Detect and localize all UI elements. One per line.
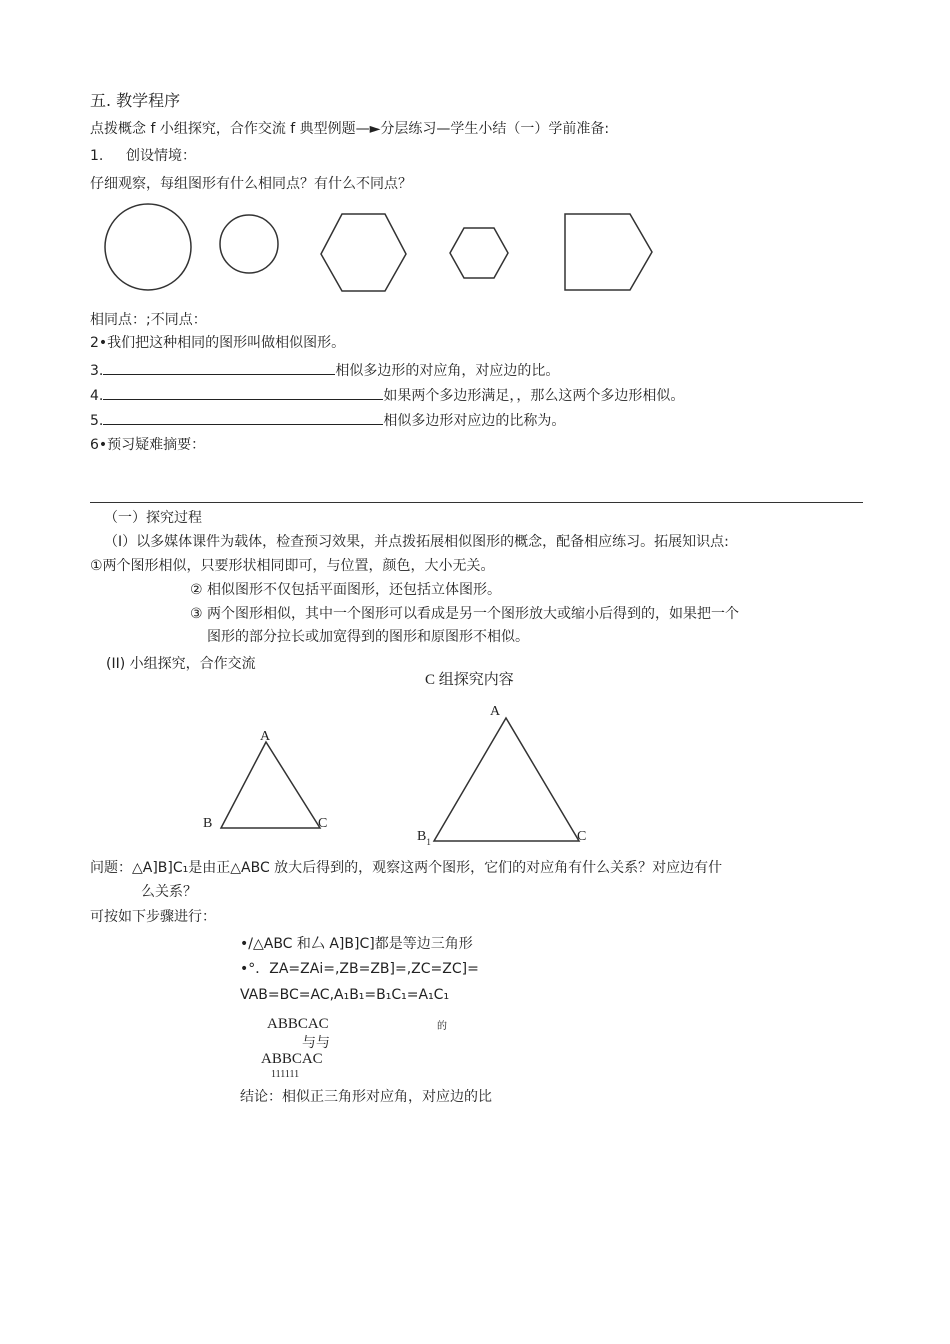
step-2: •°．ZA=ZAi=,ZB=ZB]=,ZC=ZC]= bbox=[240, 961, 479, 977]
line4 bbox=[90, 385, 684, 405]
large-triangle-label-b bbox=[417, 828, 431, 846]
knowledge-point-3a: ③ 两个图形相似，其中一个图形可以看成是另一个图形放大或缩小后得到的，如果把一个 bbox=[190, 606, 739, 622]
problem-line-2: 么关系？ bbox=[141, 884, 197, 900]
large-triangle bbox=[434, 718, 579, 841]
knowledge-point-1: ①两个图形相似，只要形状相同即可，与位置，颜色，大小无关。 bbox=[90, 558, 495, 574]
line4-blank bbox=[103, 385, 383, 400]
flow-text: 点拨概念 f 小组探究，合作交流 f 典型例题—►分层练习—学生小结（一）学前准备: bbox=[90, 121, 610, 137]
small-hexagon bbox=[450, 228, 508, 278]
line5-number: 5. bbox=[90, 413, 104, 429]
ratio-right-text: 的 bbox=[437, 1021, 447, 1032]
explore-paragraph-2: (II) 小组探究，合作交流 bbox=[106, 656, 256, 672]
section-title: 五. 教学程序 bbox=[90, 91, 181, 110]
knowledge-point-2: ② 相似图形不仅包括平面图形，还包括立体图形。 bbox=[190, 582, 501, 598]
step-1: •/△ABC 和厶 A]B]C]都是等边三角形 bbox=[240, 936, 473, 952]
explore-heading: （一）探究过程 bbox=[104, 510, 202, 526]
line4-text: 如果两个多边形满足，，那么这两个多边形相似。 bbox=[383, 388, 685, 404]
observe-question: 仔细观察，每组图形有什么相同点？有什么不同点？ bbox=[90, 176, 412, 192]
large-triangle-label-a: A bbox=[490, 704, 501, 719]
group-title: C 组探究内容 bbox=[425, 672, 514, 688]
large-hexagon bbox=[321, 214, 406, 291]
problem-line-1: 问题：△A]B]C₁是由正△ABC 放大后得到的，观察这两个图形，它们的对应角有什么关系？对应边有什 bbox=[90, 860, 723, 876]
line3-text: 相似多边形的对应角，对应边的比。 bbox=[335, 363, 560, 379]
item1-number: 1. bbox=[90, 148, 104, 164]
small-triangle bbox=[221, 742, 320, 828]
large-triangle-label-c: C bbox=[577, 829, 587, 844]
large-circle bbox=[105, 204, 191, 290]
ratio-middle: 与与 bbox=[302, 1035, 330, 1051]
ratio-top: ABBCAC bbox=[267, 1016, 329, 1032]
line3 bbox=[90, 360, 559, 380]
item1-text: 创设情境： bbox=[126, 148, 196, 164]
knowledge-point-3b: 图形的部分拉长或加宽得到的图形和原图形不相似。 bbox=[207, 629, 529, 645]
line4-number: 4. bbox=[90, 388, 104, 404]
small-triangle-label-b: B bbox=[203, 816, 213, 831]
line5 bbox=[90, 410, 565, 430]
small-triangle-label-a: A bbox=[260, 729, 271, 744]
definition-line: 2•我们把这种相同的图形叫做相似图形。 bbox=[90, 335, 346, 351]
large-triangle-label-b-letter: B bbox=[417, 829, 427, 844]
line3-number: 3. bbox=[90, 363, 104, 379]
conclusion: 结论：相似正三角形对应角，对应边的比 bbox=[240, 1089, 492, 1105]
line6: 6•预习疑难摘要： bbox=[90, 437, 206, 453]
steps-intro: 可按如下步骤进行： bbox=[90, 909, 216, 925]
pentagon bbox=[565, 214, 652, 290]
ratio-bottom: ABBCAC bbox=[261, 1051, 323, 1067]
explore-paragraph-1: （I）以多媒体课件为载体，检查预习效果，并点拨拓展相似图形的概念，配备相应练习。拓展知识点: bbox=[104, 534, 729, 550]
same-diff-line: 相同点：;不同点： bbox=[90, 312, 207, 328]
line3-blank bbox=[103, 360, 335, 375]
large-triangle-label-b-sub: 1 bbox=[426, 837, 431, 847]
section-divider bbox=[90, 502, 863, 503]
small-circle bbox=[220, 215, 278, 273]
step-3: VAB=BC=AC,A₁B₁=B₁C₁=A₁C₁ bbox=[240, 987, 450, 1003]
ratio-subscripts: 111111 bbox=[271, 1069, 300, 1080]
line5-blank bbox=[103, 410, 383, 425]
line5-text: 相似多边形对应边的比称为。 bbox=[383, 413, 566, 429]
small-triangle-label-c: C bbox=[318, 816, 328, 831]
